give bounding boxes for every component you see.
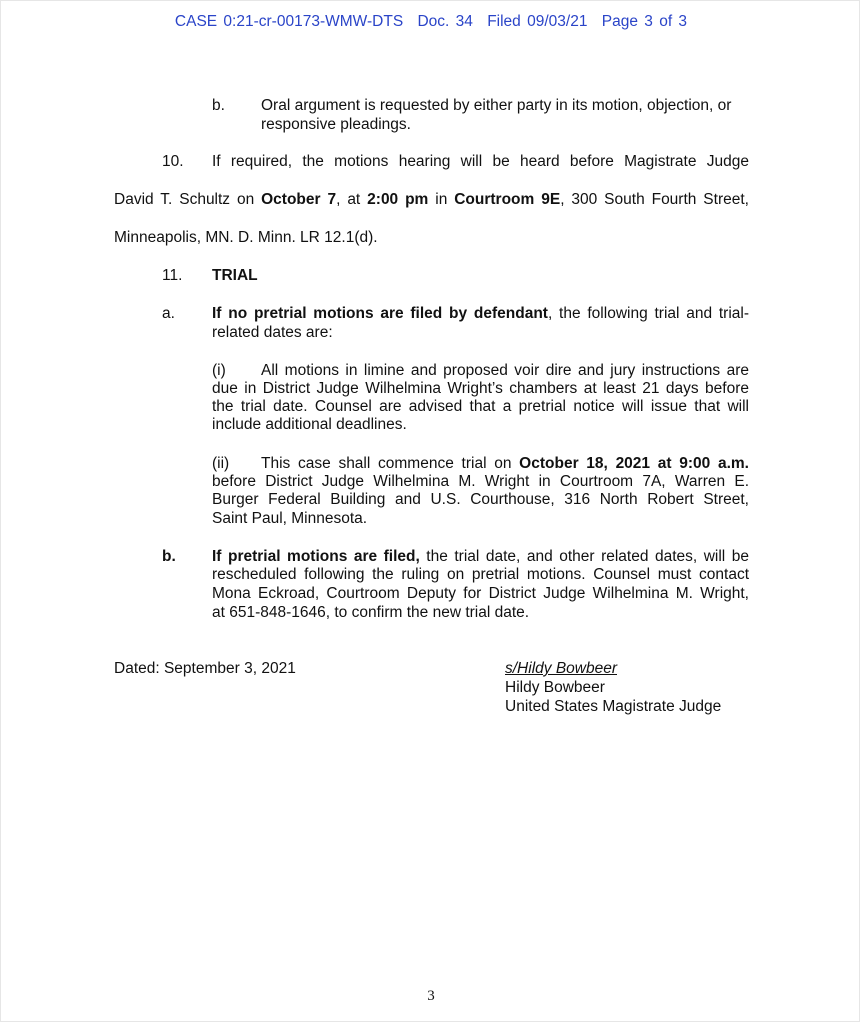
item-b-top-marker: b. — [212, 97, 225, 114]
item-11-title: TRIAL — [212, 267, 258, 284]
item-b-top-line1: Oral argument is requested by either party in its motion, objection, or — [261, 97, 732, 114]
sub-i-line3: the trial date. Counsel are advised that a pretrial notice will issue that will — [212, 398, 749, 415]
item-b-line3: Mona Eckroad, Courtroom Deputy for District Judge Wilhelmina M. Wright, — [212, 585, 749, 602]
page-indicator: Page 3 of 3 — [601, 13, 688, 30]
hearing-courtroom: Courtroom 9E — [454, 191, 561, 208]
item-a-line2: related dates are: — [212, 324, 333, 341]
sub-i-marker: (i) — [212, 362, 226, 379]
dated-line: Dated: September 3, 2021 — [114, 660, 296, 677]
sub-i-line1: All motions in limine and proposed voir dire and jury instructions are — [261, 362, 749, 379]
hearing-date: October 7 — [261, 191, 337, 208]
signer-title: United States Magistrate Judge — [505, 698, 722, 715]
trial-date: October 18, 2021 at 9:00 a.m. — [519, 455, 749, 472]
item-b-line4: at 651-848-1646, to confirm the new trial date. — [212, 604, 530, 621]
page-number: 3 — [427, 988, 435, 1004]
item-b-line2: rescheduled following the ruling on pretrial motions. Counsel must contact — [212, 566, 749, 583]
item-11-number: 11. — [162, 267, 183, 284]
sub-ii-marker: (ii) — [212, 455, 230, 472]
sub-ii-line1: This case shall commence trial on October 18, 2021 at 9:00 a.m. — [261, 455, 749, 472]
sub-i-line2: due in District Judge Wilhelmina Wright’s chambers at least 21 days before — [212, 380, 749, 397]
item-10-line3: Minneapolis, MN. D. Minn. LR 12.1(d). — [114, 229, 378, 246]
signer-name: Hildy Bowbeer — [505, 679, 605, 696]
case-header — [0, 13, 862, 31]
filed-date: Filed 09/03/21 — [487, 13, 588, 30]
item-a-line1: If no pretrial motions are filed by defendant, the following trial and trial- — [212, 305, 750, 322]
item-a-marker: a. — [162, 305, 175, 322]
case-number: CASE 0:21-cr-00173-WMW-DTS — [174, 13, 404, 30]
item-10-line2: David T. Schultz on October 7, at 2:00 pm in Courtroom 9E, 300 South Fourth Street, — [114, 191, 749, 208]
sub-i-line4: include additional deadlines. — [212, 416, 407, 433]
sub-ii-line4: Saint Paul, Minnesota. — [212, 510, 368, 527]
item-b-line1: If pretrial motions are filed, the trial date, and other related dates, will be — [212, 548, 749, 565]
hearing-time: 2:00 pm — [367, 191, 429, 208]
sub-ii-line3: Burger Federal Building and U.S. Courthouse, 316 North Robert Street, — [212, 491, 749, 508]
item-10-line1: If required, the motions hearing will be heard before Magistrate Judge — [212, 153, 749, 170]
item-10-number: 10. — [162, 153, 184, 170]
item-b-marker: b. — [162, 548, 176, 565]
sub-ii-line2: before District Judge Wilhelmina M. Wright in Courtroom 7A, Warren E. — [212, 473, 749, 490]
item-b-top-line2: responsive pleadings. — [261, 116, 411, 133]
doc-number: Doc. 34 — [417, 13, 473, 30]
electronic-signature: s/Hildy Bowbeer — [505, 660, 617, 677]
